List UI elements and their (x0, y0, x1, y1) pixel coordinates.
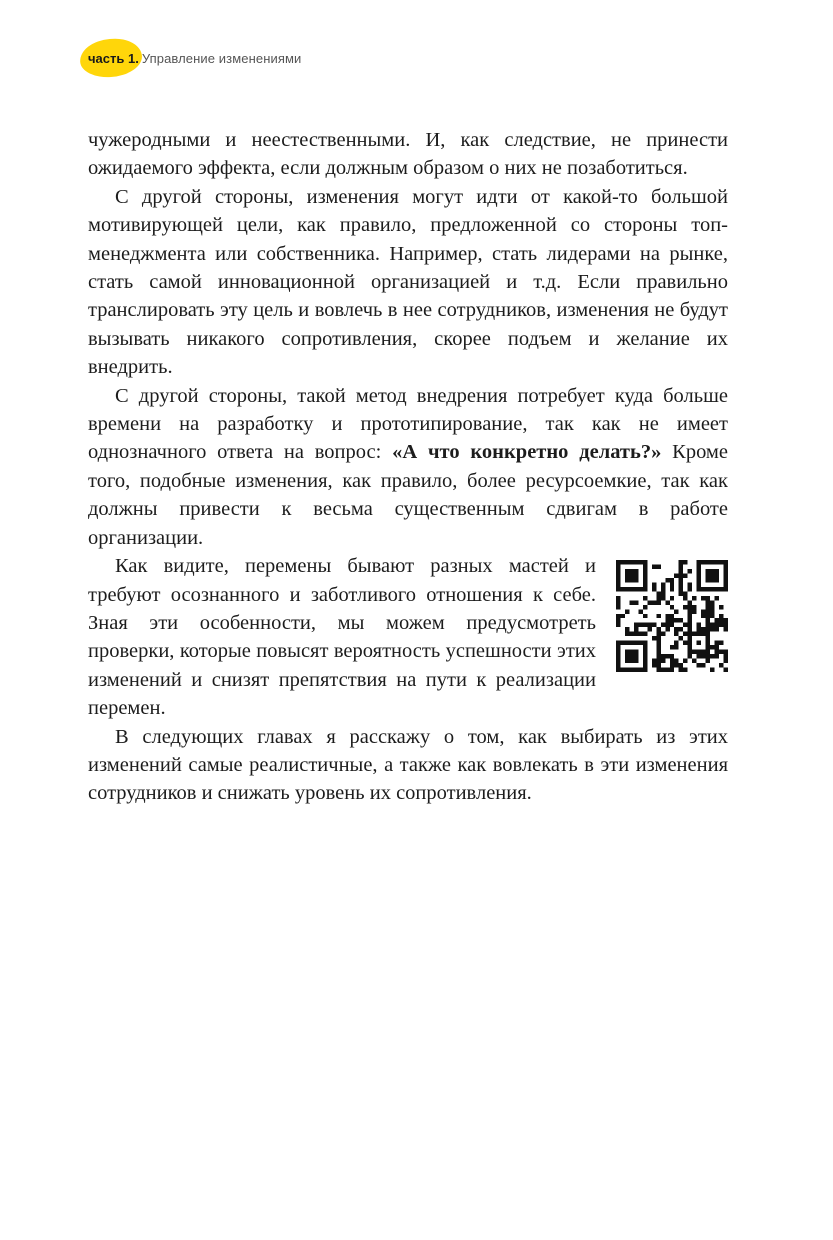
qr-code-graphic (616, 560, 728, 672)
section-title: Управление изменениями (141, 50, 302, 66)
paragraph-4: Как видите, перемены бывают разных мастей и требуют осознанного и заботливого отношения к себе. Зная эти особенности, мы можем предусмотреть проверки, которые повысят вероятность успешности этих изменений и снизят препятствия на пути к реализации перемен. (88, 555, 596, 720)
paragraph-3-bold: «А что конкретно делать?» (392, 441, 662, 464)
qr-code-icon[interactable] (616, 560, 728, 672)
paragraph-2: С другой стороны, изменения могут идти от какой-то большой мотивирующей цели, как правило, предложенной со стороны топ-менеджмента или собственника. Например, стать лидерами на рынке, стать самой инновационной организацией и т.д. Если правильно транслировать эту цель и вовлечь в нее сотрудников, изменения не будут вызывать никакого сопротивления, скорее подъем и желание их внедрить. (88, 185, 728, 379)
paragraph-3-before: С другой стороны, такой метод внедрения потребует куда больше времени на разработку и прототипирование, так как не имеет однозначного ответа на вопрос: (88, 384, 728, 464)
running-header (84, 39, 301, 77)
paragraph-1: чужеродными и неестественными. И, как следствие, не принести ожидаемого эффекта, если должным образом о них не позаботиться. (88, 129, 728, 180)
page-body (88, 126, 728, 808)
paragraph-5: В следующих главах я расскажу о том, как выбирать из этих изменений самые реалистичные, а также как вовлекать в эти изменения сотрудников и снижать уровень их сопротивления. (88, 725, 728, 805)
part-label: часть 1. (88, 50, 139, 66)
paragraph-3-after: Кроме того, подобные изменения, как правило, более ресурсоемкие, так как должны привести к весьма существенным сдвигам в работе организации. (88, 441, 729, 549)
paragraph-3 (88, 382, 728, 552)
